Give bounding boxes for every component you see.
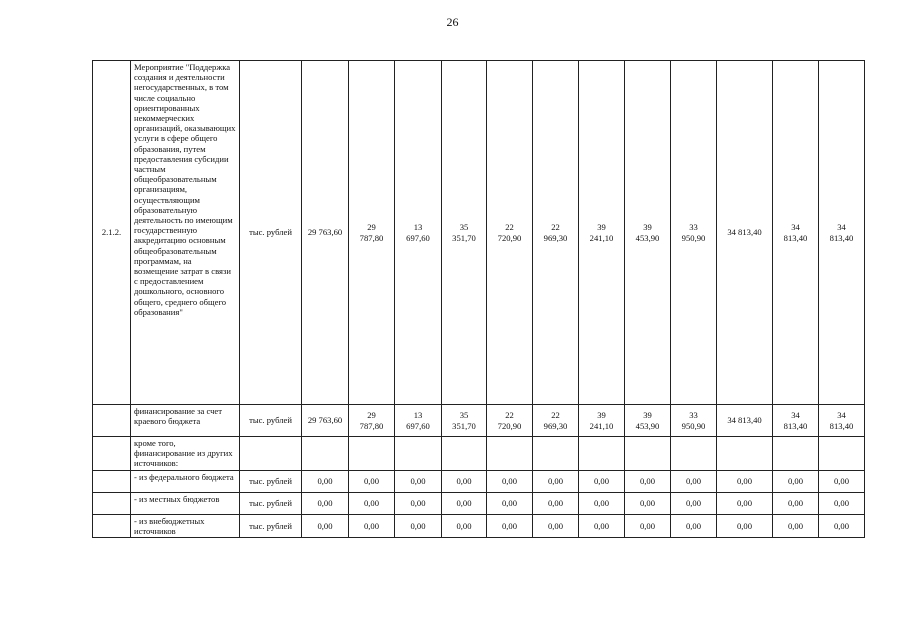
value-cell: 34 813,40 [773,405,819,437]
value-cell: 0,00 [671,470,717,492]
value-cell: 0,00 [533,492,579,514]
value-cell: 0,00 [395,492,442,514]
value-cell: 0,00 [579,492,625,514]
value-cell: 0,00 [442,470,487,492]
table-row-federal [93,470,865,492]
value-cell: 0,00 [349,514,395,537]
value-cell: 39 241,10 [579,61,625,405]
value-cell: 0,00 [579,470,625,492]
value-cell: 39 453,90 [625,405,671,437]
value-cell: 0,00 [442,492,487,514]
value-cell: 34 813,40 [717,61,773,405]
value-cell: 0,00 [533,470,579,492]
value-cell: 29 763,60 [302,61,349,405]
page-number: 26 [446,15,459,29]
budget-table [92,60,865,538]
value-cell: 0,00 [625,492,671,514]
value-cell: 34 813,40 [717,405,773,437]
value-cell: 0,00 [302,492,349,514]
value-cell: 29 763,60 [302,405,349,437]
value-cell: 0,00 [349,470,395,492]
value-cell: 0,00 [717,492,773,514]
value-cell: 0,00 [717,470,773,492]
value-cell: 29 787,80 [349,405,395,437]
federal-label: - из федерального бюджета [131,470,240,492]
value-cell: 0,00 [395,514,442,537]
value-cell: 0,00 [487,492,533,514]
value-cell: 0,00 [442,514,487,537]
value-cell: 35 351,70 [442,61,487,405]
value-cell: 0,00 [395,470,442,492]
value-cell: 0,00 [487,514,533,537]
value-cell: 35 351,70 [442,405,487,437]
value-cell: 0,00 [533,514,579,537]
unit-cell: тыс. рублей [240,492,302,514]
value-cell: 0,00 [579,514,625,537]
value-cell: 34 813,40 [819,405,865,437]
value-cell: 0,00 [819,514,865,537]
table-row-extrabudget [93,514,865,537]
value-cell: 22 969,30 [533,61,579,405]
value-cell: 0,00 [487,470,533,492]
value-cell: 33 950,90 [671,61,717,405]
other-sources-label: кроме того, финансирование из других источников: [131,437,240,471]
value-cell: 0,00 [773,470,819,492]
unit-cell: тыс. рублей [240,405,302,437]
funding-label: финансирование за счет краевого бюджета [131,405,240,437]
table-row-main [93,61,865,405]
value-cell: 0,00 [819,492,865,514]
value-cell: 13 697,60 [395,61,442,405]
extrabudget-label: - из внебюджетных источников [131,514,240,537]
value-cell: 0,00 [349,492,395,514]
value-cell: 0,00 [671,492,717,514]
unit-cell: тыс. рублей [240,61,302,405]
value-cell: 39 241,10 [579,405,625,437]
value-cell: 0,00 [625,514,671,537]
value-cell: 0,00 [302,514,349,537]
value-cell: 0,00 [773,492,819,514]
table-row-local [93,492,865,514]
value-cell: 22 720,90 [487,61,533,405]
unit-cell: тыс. рублей [240,514,302,537]
value-cell: 0,00 [819,470,865,492]
value-cell: 0,00 [671,514,717,537]
value-cell: 0,00 [625,470,671,492]
event-description: Мероприятие "Поддержка создания и деятельности негосударственных, в том числе социально ориентированных некоммерческих организаций, оказывающих услуги в сфере общего образования, путем предоставления субсидии частным общеобразовательным организациям, осуществляющим образовательную деятельность по имеющим государственную аккредитацию основным общеобразовательным программам, на возмещение затрат в связи с предоставлением дошкольного, основного общего, среднего общего образования" [131,61,240,405]
unit-cell: тыс. рублей [240,470,302,492]
value-cell: 29 787,80 [349,61,395,405]
value-cell: 22 969,30 [533,405,579,437]
row-number-empty [93,405,131,437]
value-cell: 22 720,90 [487,405,533,437]
local-label: - из местных бюджетов [131,492,240,514]
row-number: 2.1.2. [93,61,131,405]
value-cell: 34 813,40 [819,61,865,405]
table-row-region-budget [93,405,865,437]
value-cell: 34 813,40 [773,61,819,405]
value-cell: 0,00 [302,470,349,492]
value-cell: 33 950,90 [671,405,717,437]
value-cell: 0,00 [717,514,773,537]
value-cell: 39 453,90 [625,61,671,405]
value-cell: 13 697,60 [395,405,442,437]
table-row-other-sources [93,437,865,471]
value-cell: 0,00 [773,514,819,537]
